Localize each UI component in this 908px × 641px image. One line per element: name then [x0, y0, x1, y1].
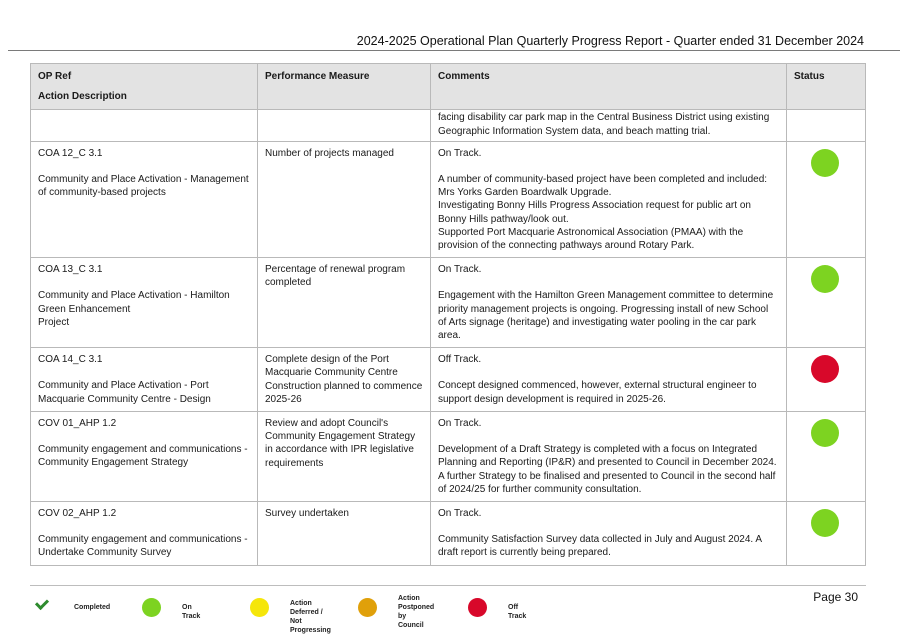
- column-header-performance-measure: Performance Measure: [258, 64, 431, 110]
- table-row: [31, 412, 866, 502]
- action-description: Community and Place Activation - Management of community-based projects: [38, 174, 249, 199]
- comment-cell: [431, 502, 787, 566]
- deferred-legend-dot: [250, 598, 269, 617]
- performance-measure: Number of projects managed: [258, 141, 431, 257]
- legend-label-deferred: [290, 599, 331, 635]
- legend-label-on-track: On Track: [182, 604, 201, 620]
- performance-measure: Survey undertaken: [258, 502, 431, 566]
- ref-cell: [31, 258, 258, 348]
- footer-divider: [30, 585, 866, 586]
- performance-measure: Complete design of the Port Macquarie Community Centre Construction planned to commence 2025-26: [258, 348, 431, 412]
- comment-line: Mrs Yorks Garden Boardwalk Upgrade.: [438, 187, 612, 199]
- comment-line: Community Satisfaction Survey data collected in July and August 2024. A draft report is currently being prepared.: [438, 534, 762, 559]
- op-ref: COV 02_AHP 1.2: [38, 508, 117, 520]
- status-cell: [787, 258, 866, 348]
- ref-cell: [31, 348, 258, 412]
- action-description: Community engagement and communications - Undertake Community Survey: [38, 534, 248, 559]
- legend-label-line: Action Deferred /: [290, 600, 323, 616]
- table-row: [31, 502, 866, 566]
- comment-cell: [431, 141, 787, 257]
- op-ref: COA 14_C 3.1: [38, 354, 103, 366]
- op-ref: COV 01_AHP 1.2: [38, 418, 117, 430]
- table-row: [31, 141, 866, 257]
- op-ref-label: OP Ref: [38, 71, 72, 82]
- on-track-status-indicator: [811, 509, 839, 537]
- legend-label-off-track: Off Track: [508, 604, 527, 620]
- checkmark-icon: [35, 596, 49, 610]
- op-ref: COA 13_C 3.1: [38, 264, 103, 276]
- status-cell: [787, 412, 866, 502]
- status-text: On Track.: [438, 264, 482, 276]
- legend-label-line: Postponed by: [398, 604, 435, 620]
- status-cell: [787, 141, 866, 257]
- comment-line: A number of community-based project have been completed and included:: [438, 174, 768, 186]
- off-track-legend-dot: [468, 598, 487, 617]
- action-description: Community and Place Activation - Port Macquarie Community Centre - Design: [38, 380, 211, 405]
- header-divider: [8, 50, 900, 51]
- status-text: Off Track.: [438, 354, 482, 366]
- comment-line: Concept designed commenced, however, external structural engineer to support design development is required in 2025-26.: [438, 380, 757, 405]
- ref-cell: [31, 110, 258, 141]
- performance-measure: Review and adopt Council's Community Engagement Strategy in accordance with IPR legislative requirements: [258, 412, 431, 502]
- report-title: 2024-2025 Operational Plan Quarterly Progress Report - Quarter ended 31 December 2024: [356, 34, 864, 48]
- status-cell: [787, 348, 866, 412]
- off-track-status-indicator: [811, 355, 839, 383]
- comment-line: Investigating Bonny Hills Progress Association request for public art on Bonny Hills pathway/look out.: [438, 200, 751, 225]
- legend-label-completed: Completed: [74, 604, 111, 611]
- comment-cell: facing disability car park map in the Central Business District using existing Geographic Information System data, and beach matting trial.: [431, 110, 787, 141]
- action-description-continued: Project: [38, 316, 70, 328]
- on-track-status-indicator: [811, 265, 839, 293]
- on-track-legend-dot: [142, 598, 161, 617]
- performance-measure: Percentage of renewal program completed: [258, 258, 431, 348]
- status-text: On Track.: [438, 147, 482, 159]
- page-number: Page 30: [813, 590, 858, 604]
- table-row-continuation: [31, 110, 866, 141]
- status-cell: [787, 502, 866, 566]
- table-row: [31, 258, 866, 348]
- ref-cell: [31, 502, 258, 566]
- legend-label-line: Action: [398, 595, 420, 602]
- ref-cell: [31, 141, 258, 257]
- action-description: Community and Place Activation - Hamilton Green Enhancement: [38, 290, 230, 315]
- action-description-label: Action Description: [38, 91, 127, 103]
- progress-table: [30, 63, 866, 566]
- table-header-row: [31, 64, 866, 110]
- table-row: [31, 348, 866, 412]
- action-description: Community engagement and communications - Community Engagement Strategy: [38, 444, 248, 469]
- comment-cell: [431, 412, 787, 502]
- comment-cell: [431, 348, 787, 412]
- comment-line: Development of a Draft Strategy is completed with a focus on Integrated Planning and Reporting (IP&R) and presented to Council in December 2024. A further Strategy to be finalised and presented to Council in the second half of 2024/25 for further community consultation.: [438, 444, 777, 495]
- legend-label-postponed: [398, 594, 434, 630]
- comment-line: Supported Port Macquarie Astronomical Association (PMAA) with the provision of the connecting pathways around Rotary Park.: [438, 226, 744, 252]
- on-track-status-indicator: [811, 419, 839, 447]
- status-text: On Track.: [438, 418, 482, 430]
- op-ref: COA 12_C 3.1: [38, 147, 103, 159]
- legend-label-line: Council: [398, 622, 424, 629]
- status-cell: [787, 110, 866, 141]
- column-header-comments: Comments: [431, 64, 787, 110]
- comment-line: Engagement with the Hamilton Green Management committee to determine priority management projects is ongoing. Progressing install of new School of Arts signage (heritage) and investigating water pooling in the car park area.: [438, 290, 774, 342]
- column-header-op-ref: [31, 64, 258, 110]
- legend-label-line: Not Progressing: [290, 618, 331, 634]
- postponed-legend-dot: [358, 598, 377, 617]
- column-header-status: Status: [787, 64, 866, 110]
- measure-cell: [258, 110, 431, 141]
- status-text: On Track.: [438, 508, 482, 520]
- comment-cell: [431, 258, 787, 348]
- ref-cell: [31, 412, 258, 502]
- on-track-status-indicator: [811, 149, 839, 177]
